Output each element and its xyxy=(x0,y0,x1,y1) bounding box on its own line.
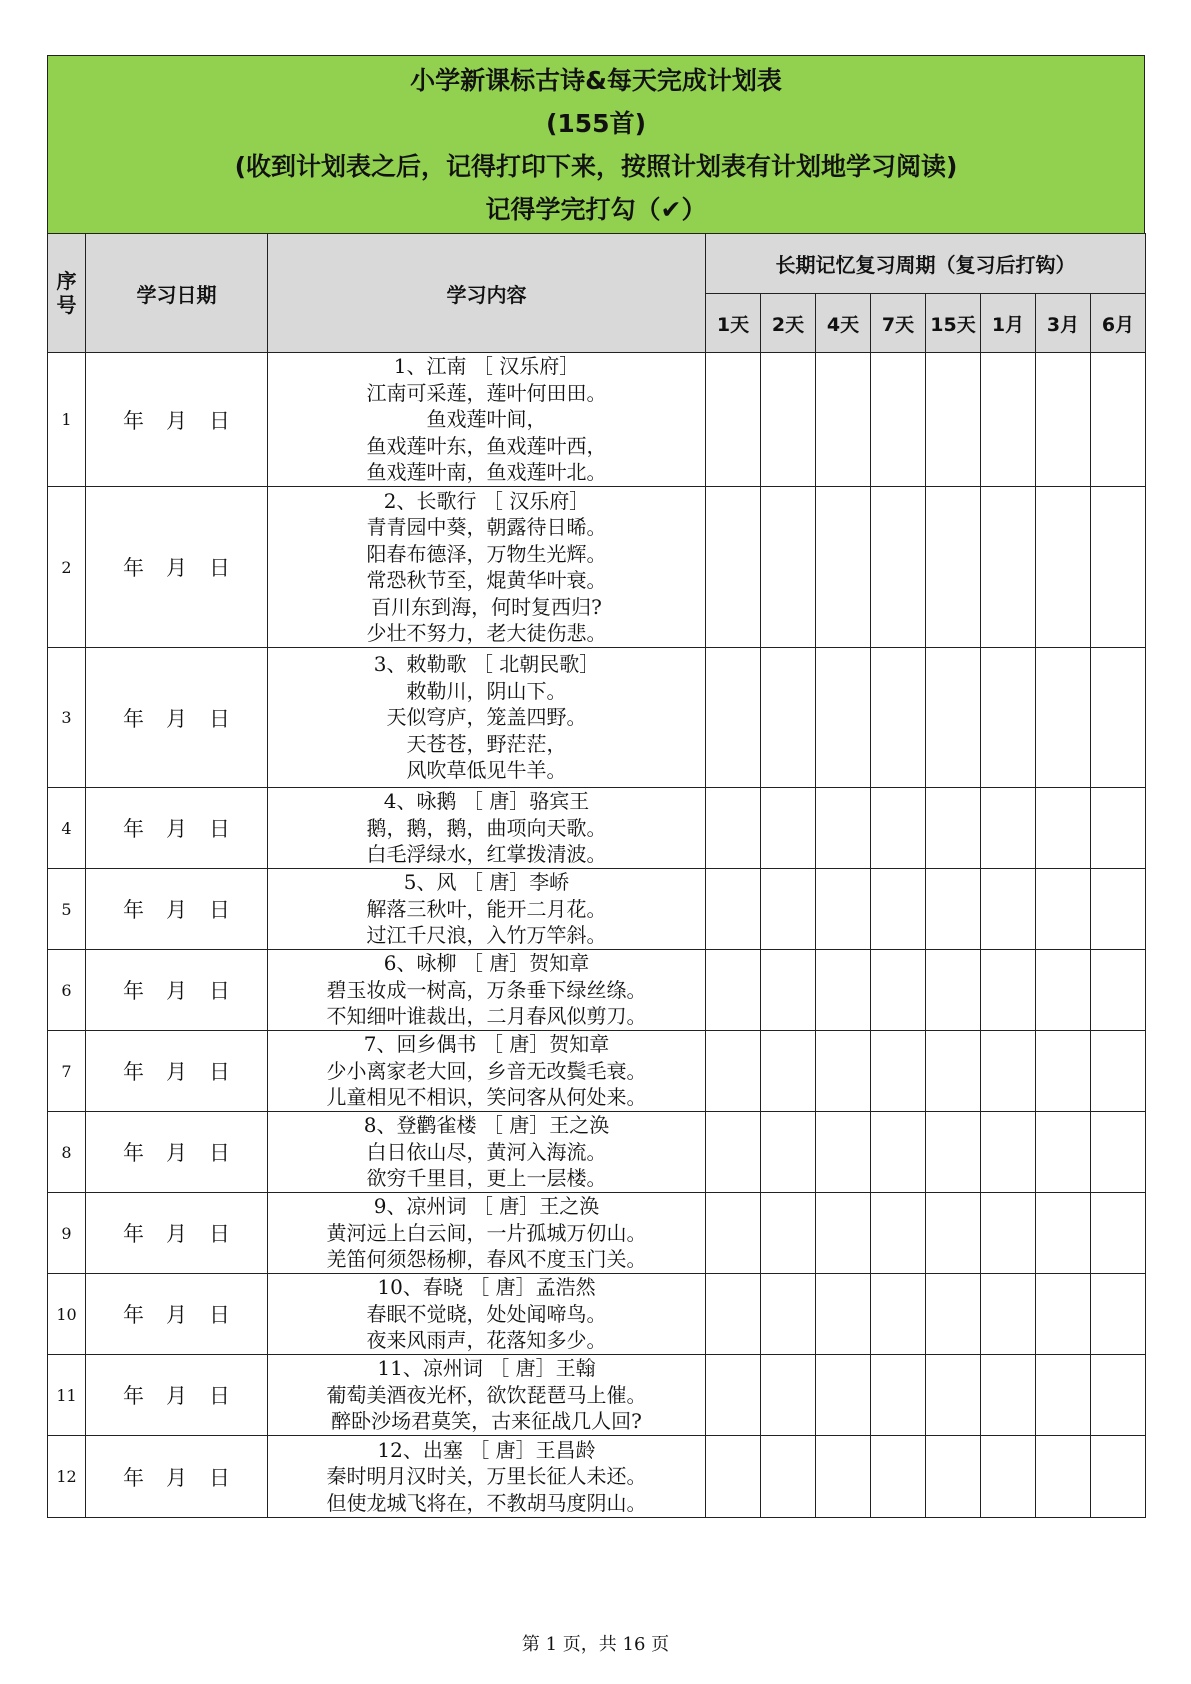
review-checkbox-cell[interactable] xyxy=(761,353,816,487)
review-checkbox-cell[interactable] xyxy=(1091,1193,1146,1274)
review-checkbox-cell[interactable] xyxy=(926,1031,981,1112)
date-month-label: 月 xyxy=(166,556,187,580)
review-checkbox-cell[interactable] xyxy=(871,1355,926,1436)
review-checkbox-cell[interactable] xyxy=(816,487,871,648)
poem-content xyxy=(268,1112,706,1193)
table-row xyxy=(48,1355,1146,1436)
review-checkbox-cell[interactable] xyxy=(1091,950,1146,1031)
review-checkbox-cell[interactable] xyxy=(926,487,981,648)
date-month-label: 月 xyxy=(166,898,187,922)
review-checkbox-cell[interactable] xyxy=(1091,788,1146,869)
review-checkbox-cell[interactable] xyxy=(926,1274,981,1355)
review-checkbox-cell[interactable] xyxy=(816,1112,871,1193)
check-instruction: 记得学完打勾（✔） xyxy=(485,194,707,224)
date-month-label: 月 xyxy=(166,1060,187,1084)
date-year-label: 年 xyxy=(123,1465,144,1490)
poem-line: 天苍苍，野茫茫， xyxy=(406,731,567,756)
header-date: 学习日期 xyxy=(86,234,268,353)
poem-title: 6、咏柳 ［ 唐］贺知章 xyxy=(383,951,590,976)
review-checkbox-cell[interactable] xyxy=(981,648,1036,788)
page-footer: 第 1 页，共 16 页 xyxy=(521,1634,670,1655)
review-checkbox-cell[interactable] xyxy=(706,487,761,648)
review-checkbox-cell[interactable] xyxy=(1036,1112,1091,1193)
study-date-field[interactable] xyxy=(86,1031,268,1112)
poem-line: 白毛浮绿水，红掌拨清波。 xyxy=(366,842,607,867)
date-day-label: 日 xyxy=(209,706,230,731)
poem-title: 10、春晓 ［ 唐］孟浩然 xyxy=(377,1275,596,1300)
date-month-label: 月 xyxy=(166,1141,187,1165)
review-checkbox-cell[interactable] xyxy=(761,1436,816,1518)
poem-line: 鱼戏莲叶南，鱼戏莲叶北。 xyxy=(366,460,607,485)
date-year-label: 年 xyxy=(123,817,144,841)
row-number: 5 xyxy=(48,869,86,950)
poem-line: 秦时明月汉时关，万里长征人未还。 xyxy=(326,1464,647,1489)
poem-content xyxy=(268,1355,706,1436)
poem-line: 百川东到海，何时复西归? xyxy=(371,594,602,619)
table-row xyxy=(48,950,1146,1031)
row-number: 8 xyxy=(48,1112,86,1193)
date-day-label: 日 xyxy=(209,1465,230,1490)
review-checkbox-cell[interactable] xyxy=(981,950,1036,1031)
poem-content xyxy=(268,353,706,487)
date-month-label: 月 xyxy=(166,1384,187,1408)
table-row xyxy=(48,1031,1146,1112)
review-checkbox-cell[interactable] xyxy=(926,353,981,487)
poem-content xyxy=(268,1274,706,1355)
review-checkbox-cell[interactable] xyxy=(761,950,816,1031)
date-day-label: 日 xyxy=(209,979,230,1003)
header-seq: 序号 xyxy=(48,234,86,353)
poem-line: 风吹草低见牛羊。 xyxy=(406,758,567,783)
date-month-label: 月 xyxy=(166,1222,187,1246)
review-checkbox-cell[interactable] xyxy=(816,353,871,487)
review-checkbox-cell[interactable] xyxy=(1091,1274,1146,1355)
poem-line: 鹅，鹅，鹅，曲项向天歌。 xyxy=(366,815,607,840)
review-checkbox-cell[interactable] xyxy=(761,1193,816,1274)
header-day-7: 6月 xyxy=(1091,294,1146,353)
date-year-label: 年 xyxy=(123,979,144,1003)
poem-line: 敕勒川，阴山下。 xyxy=(406,678,567,703)
review-checkbox-cell[interactable] xyxy=(1036,950,1091,1031)
row-number: 1 xyxy=(48,353,86,487)
row-number: 10 xyxy=(48,1274,86,1355)
study-date-field[interactable] xyxy=(86,648,268,788)
poem-line: 白日依山尽，黄河入海流。 xyxy=(366,1139,607,1164)
review-checkbox-cell[interactable] xyxy=(871,1436,926,1518)
review-checkbox-cell[interactable] xyxy=(981,869,1036,950)
review-checkbox-cell[interactable] xyxy=(1091,1112,1146,1193)
review-checkbox-cell[interactable] xyxy=(816,950,871,1031)
poem-line: 青青园中葵，朝露待日晞。 xyxy=(366,515,607,539)
review-checkbox-cell[interactable] xyxy=(1036,1193,1091,1274)
date-year-label: 年 xyxy=(123,556,144,580)
review-checkbox-cell[interactable] xyxy=(761,1274,816,1355)
table-row xyxy=(48,788,1146,869)
review-checkbox-cell[interactable] xyxy=(871,648,926,788)
plan-sheet xyxy=(47,55,1145,1518)
poem-line: 江南可采莲，莲叶何田田。 xyxy=(366,380,607,405)
study-date-field[interactable] xyxy=(86,487,268,648)
table-row xyxy=(48,1112,1146,1193)
poem-line: 过江千尺浪，入竹万竿斜。 xyxy=(366,923,607,948)
poem-line: 阳春布德泽，万物生光辉。 xyxy=(366,541,607,566)
review-checkbox-cell[interactable] xyxy=(1036,648,1091,788)
poem-line: 解落三秋叶，能开二月花。 xyxy=(366,896,607,921)
review-checkbox-cell[interactable] xyxy=(1036,353,1091,487)
date-year-label: 年 xyxy=(123,1303,144,1327)
review-checkbox-cell[interactable] xyxy=(706,1031,761,1112)
review-checkbox-cell[interactable] xyxy=(981,1193,1036,1274)
review-checkbox-cell[interactable] xyxy=(981,1355,1036,1436)
review-checkbox-cell[interactable] xyxy=(926,788,981,869)
review-checkbox-cell[interactable] xyxy=(1036,1031,1091,1112)
sheet-title: 小学新课标古诗&每天完成计划表 xyxy=(410,65,782,95)
review-checkbox-cell[interactable] xyxy=(761,1031,816,1112)
review-checkbox-cell[interactable] xyxy=(706,950,761,1031)
poem-line: 夜来风雨声，花落知多少。 xyxy=(366,1328,607,1353)
poem-content xyxy=(268,1193,706,1274)
review-checkbox-cell[interactable] xyxy=(871,487,926,648)
review-checkbox-cell[interactable] xyxy=(761,1355,816,1436)
table-row xyxy=(48,1193,1146,1274)
header-content: 学习内容 xyxy=(268,234,706,353)
poem-title: 12、出塞 ［ 唐］王昌龄 xyxy=(377,1437,596,1462)
poem-title: 1、江南 ［ 汉乐府］ xyxy=(393,354,580,379)
review-checkbox-cell[interactable] xyxy=(926,648,981,788)
study-date-field[interactable] xyxy=(86,950,268,1031)
study-date-field[interactable] xyxy=(86,1355,268,1436)
poem-line: 但使龙城飞将在，不教胡马度阴山。 xyxy=(326,1490,647,1515)
review-checkbox-cell[interactable] xyxy=(871,353,926,487)
review-checkbox-cell[interactable] xyxy=(981,1274,1036,1355)
header-review-cycle: 长期记忆复习周期（复习后打钩） xyxy=(706,234,1146,294)
review-checkbox-cell[interactable] xyxy=(926,1193,981,1274)
header-day-2: 4天 xyxy=(816,294,871,353)
date-month-label: 月 xyxy=(166,706,187,731)
review-checkbox-cell[interactable] xyxy=(706,1274,761,1355)
poem-title: 9、凉州词 ［ 唐］王之涣 xyxy=(373,1194,600,1219)
review-checkbox-cell[interactable] xyxy=(1091,1031,1146,1112)
review-checkbox-cell[interactable] xyxy=(926,1112,981,1193)
review-checkbox-cell[interactable] xyxy=(871,1274,926,1355)
review-checkbox-cell[interactable] xyxy=(981,1436,1036,1518)
poem-line: 少壮不努力，老大徒伤悲。 xyxy=(366,621,607,645)
date-month-label: 月 xyxy=(166,1465,187,1490)
review-checkbox-cell[interactable] xyxy=(1091,353,1146,487)
review-checkbox-cell[interactable] xyxy=(871,1112,926,1193)
poem-count: (155首) xyxy=(545,108,647,138)
review-checkbox-cell[interactable] xyxy=(706,1112,761,1193)
poem-line: 醉卧沙场君莫笑，古来征战几人回? xyxy=(331,1409,642,1434)
study-plan-table xyxy=(47,233,1146,1518)
review-checkbox-cell[interactable] xyxy=(1036,1274,1091,1355)
poem-line: 葡萄美酒夜光杯，欲饮琵琶马上催。 xyxy=(326,1382,647,1407)
review-checkbox-cell[interactable] xyxy=(761,648,816,788)
review-checkbox-cell[interactable] xyxy=(871,1031,926,1112)
poem-title: 2、长歌行 ［ 汉乐府］ xyxy=(383,488,590,513)
poem-line: 黄河远上白云间，一片孤城万仞山。 xyxy=(326,1220,647,1245)
date-month-label: 月 xyxy=(166,817,187,841)
date-month-label: 月 xyxy=(166,1303,187,1327)
row-number: 9 xyxy=(48,1193,86,1274)
review-checkbox-cell[interactable] xyxy=(926,1436,981,1518)
review-checkbox-cell[interactable] xyxy=(761,1112,816,1193)
review-checkbox-cell[interactable] xyxy=(816,1193,871,1274)
poem-line: 鱼戏莲叶东，鱼戏莲叶西， xyxy=(366,433,607,458)
review-checkbox-cell[interactable] xyxy=(926,1355,981,1436)
poem-line: 常恐秋节至，焜黄华叶衰。 xyxy=(366,568,607,592)
review-checkbox-cell[interactable] xyxy=(1036,869,1091,950)
review-checkbox-cell[interactable] xyxy=(981,353,1036,487)
review-checkbox-cell[interactable] xyxy=(816,648,871,788)
review-checkbox-cell[interactable] xyxy=(1091,869,1146,950)
review-checkbox-cell[interactable] xyxy=(816,1436,871,1518)
title-banner xyxy=(47,55,1145,233)
poem-title: 8、登鹳雀楼 ［ 唐］王之涣 xyxy=(363,1113,610,1138)
review-checkbox-cell[interactable] xyxy=(1091,487,1146,648)
review-checkbox-cell[interactable] xyxy=(1091,648,1146,788)
table-row xyxy=(48,869,1146,950)
poem-content xyxy=(268,1436,706,1518)
poem-content xyxy=(268,869,706,950)
review-checkbox-cell[interactable] xyxy=(871,869,926,950)
header-day-4: 15天 xyxy=(926,294,981,353)
poem-line: 儿童相见不相识，笑问客从何处来。 xyxy=(326,1085,647,1110)
review-checkbox-cell[interactable] xyxy=(981,788,1036,869)
poem-line: 欲穷千里目，更上一层楼。 xyxy=(366,1166,607,1191)
date-year-label: 年 xyxy=(123,706,144,731)
poem-content xyxy=(268,788,706,869)
poem-content xyxy=(268,950,706,1031)
table-row xyxy=(48,648,1146,788)
review-checkbox-cell[interactable] xyxy=(871,950,926,1031)
header-day-3: 7天 xyxy=(871,294,926,353)
date-year-label: 年 xyxy=(123,1060,144,1084)
review-checkbox-cell[interactable] xyxy=(926,869,981,950)
review-checkbox-cell[interactable] xyxy=(1091,1436,1146,1518)
header-day-1: 2天 xyxy=(761,294,816,353)
review-checkbox-cell[interactable] xyxy=(981,1112,1036,1193)
row-number: 7 xyxy=(48,1031,86,1112)
review-checkbox-cell[interactable] xyxy=(816,1274,871,1355)
poem-line: 鱼戏莲叶间， xyxy=(426,407,547,432)
poem-content xyxy=(268,648,706,788)
review-checkbox-cell[interactable] xyxy=(1091,1355,1146,1436)
poem-content xyxy=(268,1031,706,1112)
study-date-field[interactable] xyxy=(86,788,268,869)
review-checkbox-cell[interactable] xyxy=(871,1193,926,1274)
review-checkbox-cell[interactable] xyxy=(816,869,871,950)
row-number: 4 xyxy=(48,788,86,869)
date-day-label: 日 xyxy=(209,408,230,433)
review-checkbox-cell[interactable] xyxy=(706,648,761,788)
date-day-label: 日 xyxy=(209,817,230,841)
review-checkbox-cell[interactable] xyxy=(1036,788,1091,869)
date-year-label: 年 xyxy=(123,1222,144,1246)
date-day-label: 日 xyxy=(209,1384,230,1408)
poem-line: 天似穹庐，笼盖四野。 xyxy=(386,705,587,730)
review-checkbox-cell[interactable] xyxy=(981,487,1036,648)
row-number: 11 xyxy=(48,1355,86,1436)
poem-line: 少小离家老大回，乡音无改鬓毛衰。 xyxy=(326,1058,647,1083)
date-day-label: 日 xyxy=(209,1060,230,1084)
date-month-label: 月 xyxy=(166,408,187,433)
poem-line: 碧玉妆成一树高，万条垂下绿丝绦。 xyxy=(326,977,647,1002)
row-number: 3 xyxy=(48,648,86,788)
print-instruction: (收到计划表之后，记得打印下来，按照计划表有计划地学习阅读) xyxy=(234,151,958,181)
date-month-label: 月 xyxy=(166,979,187,1003)
date-year-label: 年 xyxy=(123,1384,144,1408)
date-year-label: 年 xyxy=(123,1141,144,1165)
table-row xyxy=(48,1436,1146,1518)
study-date-field[interactable] xyxy=(86,1193,268,1274)
poem-title: 7、回乡偶书 ［ 唐］贺知章 xyxy=(363,1032,610,1057)
date-day-label: 日 xyxy=(209,1141,230,1165)
review-checkbox-cell[interactable] xyxy=(761,487,816,648)
poem-title: 4、咏鹅 ［ 唐］骆宾王 xyxy=(383,789,590,814)
review-checkbox-cell[interactable] xyxy=(816,788,871,869)
review-checkbox-cell[interactable] xyxy=(926,950,981,1031)
row-number: 6 xyxy=(48,950,86,1031)
study-date-field[interactable] xyxy=(86,1436,268,1518)
study-date-field[interactable] xyxy=(86,1274,268,1355)
review-checkbox-cell[interactable] xyxy=(871,788,926,869)
poem-line: 春眠不觉晓，处处闻啼鸟。 xyxy=(366,1301,607,1326)
review-checkbox-cell[interactable] xyxy=(706,353,761,487)
date-year-label: 年 xyxy=(123,898,144,922)
review-checkbox-cell[interactable] xyxy=(761,869,816,950)
review-checkbox-cell[interactable] xyxy=(816,1031,871,1112)
date-day-label: 日 xyxy=(209,1303,230,1327)
header-day-0: 1天 xyxy=(706,294,761,353)
poem-content xyxy=(268,487,706,648)
review-checkbox-cell[interactable] xyxy=(761,788,816,869)
review-checkbox-cell[interactable] xyxy=(1036,1436,1091,1518)
review-checkbox-cell[interactable] xyxy=(706,1193,761,1274)
date-day-label: 日 xyxy=(209,556,230,580)
poem-line: 羌笛何须怨杨柳，春风不度玉门关。 xyxy=(326,1247,647,1272)
poem-title: 11、凉州词 ［ 唐］王翰 xyxy=(377,1356,596,1381)
poem-title: 5、风 ［ 唐］李峤 xyxy=(403,870,570,895)
poem-line: 不知细叶谁裁出，二月春风似剪刀。 xyxy=(326,1004,647,1029)
row-number: 12 xyxy=(48,1436,86,1518)
review-checkbox-cell[interactable] xyxy=(816,1355,871,1436)
review-checkbox-cell[interactable] xyxy=(1036,487,1091,648)
table-row xyxy=(48,487,1146,648)
table-row xyxy=(48,353,1146,487)
date-year-label: 年 xyxy=(123,408,144,433)
review-checkbox-cell[interactable] xyxy=(706,1355,761,1436)
study-date-field[interactable] xyxy=(86,353,268,487)
date-day-label: 日 xyxy=(209,898,230,922)
review-checkbox-cell[interactable] xyxy=(706,869,761,950)
study-date-field[interactable] xyxy=(86,869,268,950)
header-day-6: 3月 xyxy=(1036,294,1091,353)
study-date-field[interactable] xyxy=(86,1112,268,1193)
header-day-5: 1月 xyxy=(981,294,1036,353)
review-checkbox-cell[interactable] xyxy=(1036,1355,1091,1436)
date-day-label: 日 xyxy=(209,1222,230,1246)
table-row xyxy=(48,1274,1146,1355)
review-checkbox-cell[interactable] xyxy=(706,788,761,869)
row-number: 2 xyxy=(48,487,86,648)
review-checkbox-cell[interactable] xyxy=(706,1436,761,1518)
review-checkbox-cell[interactable] xyxy=(981,1031,1036,1112)
poem-title: 3、敕勒歌 ［ 北朝民歌］ xyxy=(373,652,600,677)
